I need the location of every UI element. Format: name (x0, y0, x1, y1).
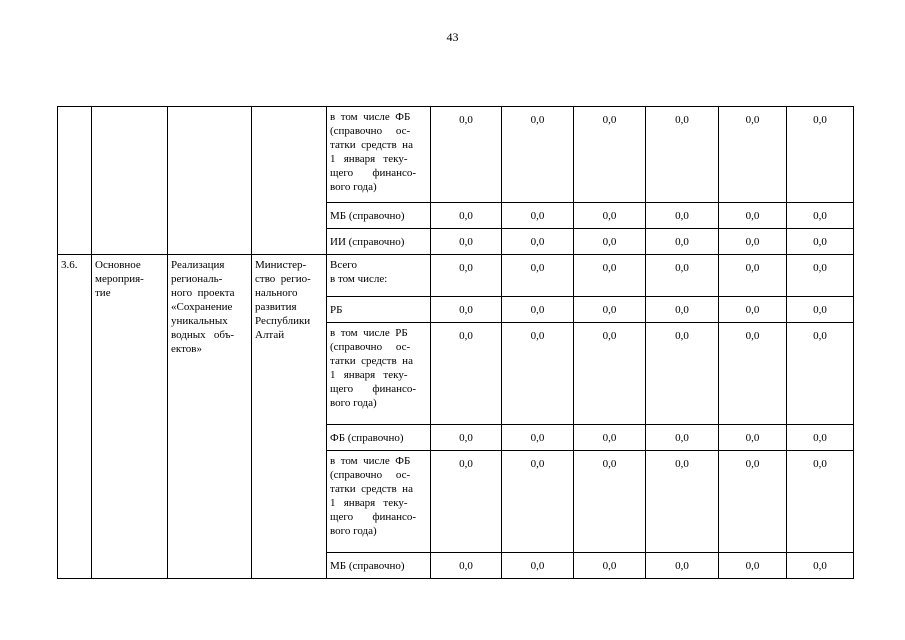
value-cell: 0,0 (574, 323, 646, 425)
value-cell: 0,0 (646, 255, 719, 297)
cell-text-line: в том числе ФБ (330, 111, 411, 123)
value-cell: 0,0 (574, 203, 646, 229)
value-cell: 0,0 (431, 451, 502, 553)
value-cell: 0,0 (787, 553, 854, 579)
cell-text-line: татки средств на (330, 483, 413, 495)
item-name-cell (168, 255, 252, 579)
cell-text-line: в том числе ФБ (330, 455, 411, 467)
cell-text-line: Реализация (171, 259, 225, 271)
value-cell: 0,0 (574, 553, 646, 579)
page-number: 43 (446, 30, 459, 44)
value-cell: 0,0 (787, 451, 854, 553)
funding-source-label: ИИ (справочно) (327, 229, 431, 255)
value-cell: 0,0 (787, 255, 854, 297)
value-cell: 0,0 (431, 323, 502, 425)
value-cell: 0,0 (719, 107, 787, 203)
cell-text-line: вого года) (330, 525, 377, 537)
value-cell: 0,0 (431, 203, 502, 229)
table-body (58, 107, 854, 579)
funding-source-label: ФБ (справочно) (327, 425, 431, 451)
cell-text-line: щего финансо- (330, 167, 417, 179)
cell-text-line: развития (255, 301, 297, 313)
funding-source-label: МБ (справочно) (327, 203, 431, 229)
cell-text-line: вого года) (330, 181, 377, 193)
value-cell: 0,0 (502, 297, 574, 323)
cell-text-line: щего финансо- (330, 383, 417, 395)
value-cell: 0,0 (719, 553, 787, 579)
value-cell: 0,0 (502, 107, 574, 203)
cell-text-line: Алтай (255, 329, 285, 341)
value-cell: 0,0 (574, 451, 646, 553)
funding-source-label (327, 255, 431, 297)
value-cell: 0,0 (719, 297, 787, 323)
value-cell: 0,0 (787, 107, 854, 203)
cell-text-line: в том числе РБ (330, 327, 408, 339)
executor-cell (252, 255, 327, 579)
cell-text-line: 1 января теку- (330, 153, 408, 165)
cell-text-line: водных объ- (171, 329, 235, 341)
empty-cell (168, 107, 252, 255)
budget-table (57, 106, 854, 579)
cell-text-line: татки средств на (330, 139, 413, 151)
value-cell: 0,0 (719, 451, 787, 553)
value-cell: 0,0 (646, 553, 719, 579)
value-cell: 0,0 (719, 425, 787, 451)
value-cell: 0,0 (431, 553, 502, 579)
value-cell: 0,0 (646, 229, 719, 255)
value-cell: 0,0 (502, 229, 574, 255)
value-cell: 0,0 (574, 229, 646, 255)
value-cell: 0,0 (502, 553, 574, 579)
value-cell: 0,0 (787, 297, 854, 323)
empty-cell (58, 107, 92, 255)
funding-source-label (327, 451, 431, 553)
cell-text-line: ного проекта (171, 287, 235, 299)
cell-text-line: уникальных (171, 315, 228, 327)
funding-source-label (327, 323, 431, 425)
cell-text-line: (справочно ос- (330, 469, 411, 481)
cell-text-line: татки средств на (330, 355, 413, 367)
item-number-cell: 3.6. (58, 255, 92, 579)
value-cell: 0,0 (719, 255, 787, 297)
empty-cell (252, 107, 327, 255)
cell-text-line: щего финансо- (330, 511, 417, 523)
value-cell: 0,0 (502, 425, 574, 451)
cell-text-line: (справочно ос- (330, 125, 411, 137)
value-cell: 0,0 (502, 255, 574, 297)
item-type-cell (92, 255, 168, 579)
value-cell: 0,0 (787, 323, 854, 425)
value-cell: 0,0 (646, 425, 719, 451)
cell-text-line: Республики (255, 315, 311, 327)
cell-text-line: Основное (95, 259, 141, 271)
empty-cell (92, 107, 168, 255)
cell-text-line: Всего (330, 259, 357, 271)
cell-text-line: мероприя- (95, 273, 144, 285)
value-cell: 0,0 (787, 203, 854, 229)
cell-text-line: тие (95, 287, 111, 299)
cell-text-line: «Сохранение (171, 301, 233, 313)
table-row (58, 107, 854, 203)
funding-source-label: РБ (327, 297, 431, 323)
value-cell: 0,0 (574, 107, 646, 203)
value-cell: 0,0 (502, 451, 574, 553)
cell-text-line: вого года) (330, 397, 377, 409)
cell-text-line: 1 января теку- (330, 369, 408, 381)
value-cell: 0,0 (502, 323, 574, 425)
value-cell: 0,0 (574, 297, 646, 323)
value-cell: 0,0 (431, 425, 502, 451)
cell-text-line: 1 января теку- (330, 497, 408, 509)
value-cell: 0,0 (719, 229, 787, 255)
cell-text-line: нального (255, 287, 298, 299)
value-cell: 0,0 (431, 297, 502, 323)
value-cell: 0,0 (719, 203, 787, 229)
value-cell: 0,0 (646, 297, 719, 323)
cell-text-line: региональ- (171, 273, 223, 285)
cell-text-line: ство регио- (255, 273, 311, 285)
value-cell: 0,0 (431, 107, 502, 203)
table-row (58, 255, 854, 297)
value-cell: 0,0 (646, 203, 719, 229)
value-cell: 0,0 (574, 255, 646, 297)
value-cell: 0,0 (646, 451, 719, 553)
value-cell: 0,0 (646, 323, 719, 425)
cell-text-line: ектов» (171, 343, 202, 355)
value-cell: 0,0 (787, 229, 854, 255)
value-cell: 0,0 (646, 107, 719, 203)
value-cell: 0,0 (431, 255, 502, 297)
value-cell: 0,0 (574, 425, 646, 451)
cell-text-line: (справочно ос- (330, 341, 411, 353)
value-cell: 0,0 (431, 229, 502, 255)
value-cell: 0,0 (787, 425, 854, 451)
funding-source-label: МБ (справочно) (327, 553, 431, 579)
cell-text-line: в том числе: (330, 273, 388, 285)
cell-text-line: Министер- (255, 259, 307, 271)
funding-source-label (327, 107, 431, 203)
value-cell: 0,0 (719, 323, 787, 425)
value-cell: 0,0 (502, 203, 574, 229)
